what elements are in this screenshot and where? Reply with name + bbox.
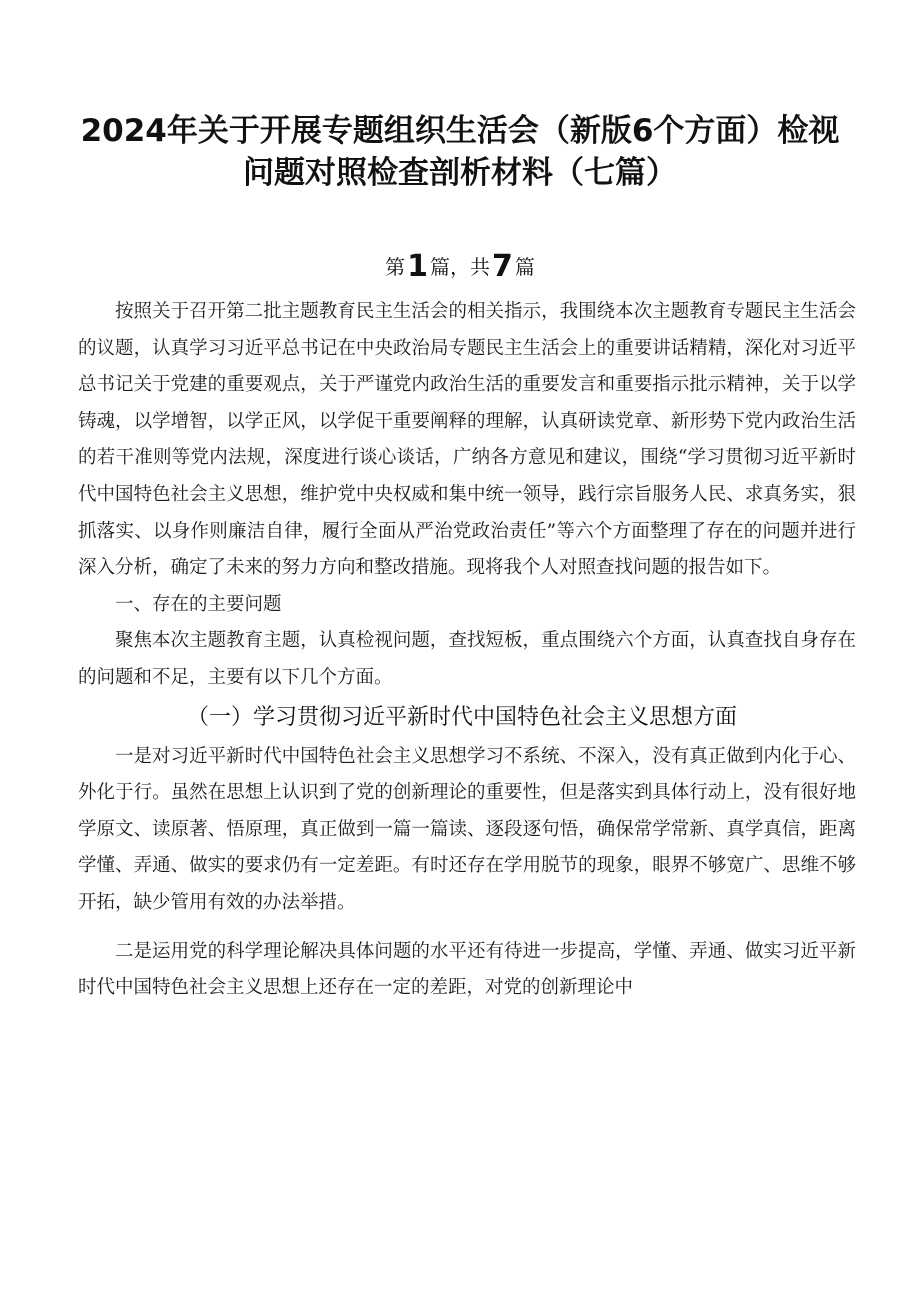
part-indicator-middle: 篇，共 — [430, 255, 490, 279]
document-title — [60, 110, 860, 194]
part-total: 7 — [492, 249, 513, 284]
paragraph-point-1: 一是对习近平新时代中国特色社会主义思想学习不系统、不深入，没有真正做到内化于心、外化于行。虽然在思想上认识到了党的创新理论的重要性，但是落实到具体行动上，没有很好地学原文、读原著、悟原理，真正做到一篇一篇读、逐段逐句悟，确保常学常新、真学真信，距离学懂、弄通、做实的要求仍有一定差距。有时还存在学用脱节的现象，眼界不够宽广、思维不够开拓，缺少管用有效的办法举措。 — [78, 745, 856, 913]
paragraph-point-2: 二是运用党的科学理论解决具体问题的水平还有待进一步提高，学懂、弄通、做实习近平新时代中国特色社会主义思想上还存在一定的差距，对党的创新理论中 — [78, 940, 856, 999]
part-number: 1 — [407, 249, 428, 284]
title-line-1: 2024年关于开展专题组织生活会（新版6个方面）检视 — [80, 113, 840, 149]
part-indicator — [0, 250, 920, 284]
paragraph-focus: 聚焦本次主题教育主题，认真检视问题，查找短板，重点围绕六个方面，认真查找自身存在的问题和不足，主要有以下几个方面。 — [78, 630, 856, 688]
section-heading-main-problems: 一、存在的主要问题 — [115, 593, 282, 615]
part-indicator-suffix: 篇 — [514, 255, 535, 279]
paragraph-intro: 按照关于召开第二批主题教育民主生活会的相关指示，我围绕本次主题教育专题民主生活会的议题，认真学习习近平总书记在中央政治局专题民主生活会上的重要讲话精精，深化对习近平总书记关于党建的重要观点，关于严谨党内政治生活的重要发言和重要指示批示精神，关于以学铸魂，以学增智，以学正风，以学促干重要阐释的理解，认真研读党章、新形势下党内政治生活的若干准则等党内法规，深度进行谈心谈话，广纳各方意见和建议，围绕“学习贯彻习近平新时代中国特色社会主义思想，维护党中央权威和集中统一领导，践行宗旨服务人民、求真务实，狠抓落实、以身作则廉洁自律，履行全面从严治党政治责任”等六个方面整理了存在的问题并进行深入分析，确定了未来的努力方向和整改措施。现将我个人对照查找问题的报告如下。 — [78, 301, 856, 579]
document-body — [78, 294, 856, 1007]
title-line-2: 问题对照检查剖析材料（七篇） — [243, 155, 677, 191]
subsection-heading-1: （一）学习贯彻习近平新时代中国特色社会主义思想方面 — [186, 704, 737, 730]
part-indicator-prefix: 第 — [385, 255, 406, 279]
